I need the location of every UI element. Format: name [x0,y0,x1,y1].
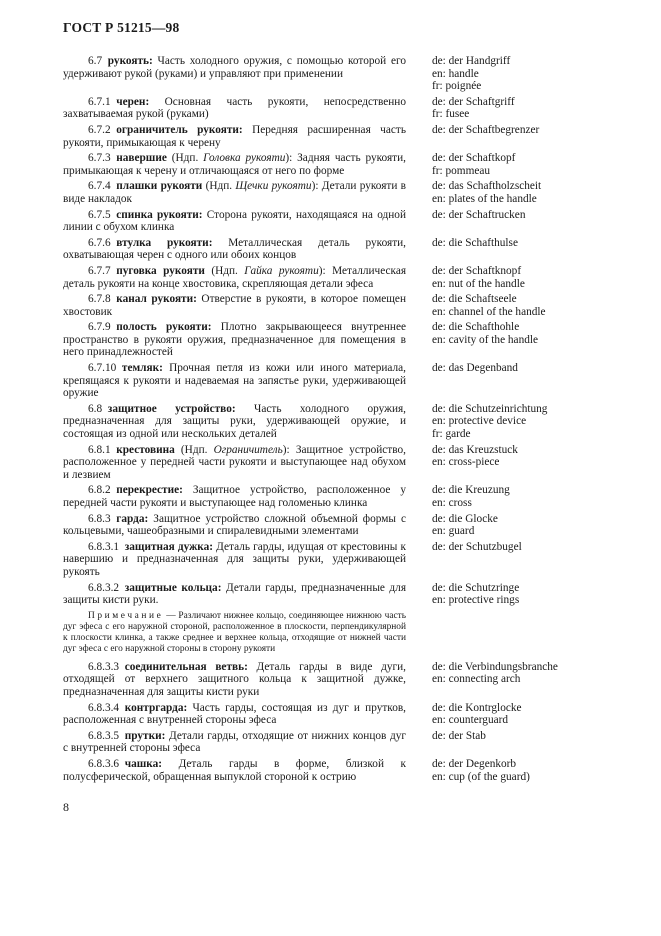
term-definition-text: Отверстие в рукояти, в которое помещен хвостовик [63,293,406,318]
translation: fr: garde [432,428,471,441]
translation: en: handle [432,67,479,80]
translation: de: der Degenkorb [432,757,517,770]
term-translations [432,661,632,699]
translation: en: counterguard [432,714,509,727]
translation: de: die Verbindungsbranche [432,660,558,673]
term-name: пуговка рукояти [116,264,205,277]
term-translations [432,96,632,121]
term-entry [0,293,661,318]
term-number: 6.8.3.4 [88,701,120,714]
translation: fr: poignée [432,80,482,93]
term-entry [0,403,661,441]
term-definition-text: Передняя расширенная часть рукояти, примыкающая к черену [63,123,406,149]
term-definition [63,661,406,699]
term-translations [432,293,632,318]
term-entry [0,702,661,727]
term-name: темляк: [121,362,163,375]
term-definition [63,444,406,482]
term-number: 6.7.1 [88,95,111,108]
translation: de: die Kreuzung [432,484,510,497]
translation: de: das Kreuzstuck [432,443,518,456]
term-name: крестовина [116,443,175,456]
term-entry [0,152,661,177]
term-definition-text: Сторона рукояти, находящаяся на одной линии с обухом клинка [63,208,407,234]
term-translations [432,513,632,538]
translation: de: der Handgriff [432,55,511,67]
term-definition-text: Металлическая деталь рукояти, охватывающая черен с одного или обоих концов [63,236,407,262]
term-translations [432,582,632,607]
term-translations [432,362,632,400]
term-definition-text: Металлическая деталь рукояти на конце хвостовика, скрепляющая детали эфеса [63,264,407,290]
translation: de: die Schutzringe [432,581,520,594]
term-entry [0,730,661,755]
term-definition [63,265,406,290]
term-definition-text: Деталь гарды в форме, близкой к полусферической, обращенная выпуклой стороной к острию [63,757,406,783]
term-number: 6.7.2 [88,123,111,136]
term-entry [0,209,661,234]
term-name: черен: [116,95,150,108]
term-deprecated-suffix: ): [285,152,293,165]
term-deprecated: Головка рукояти [203,152,286,165]
translation: de: die Glocke [432,512,498,525]
term-definition [63,293,406,318]
translation: en: cross [432,497,472,509]
term-definition [63,513,406,538]
term-entry [0,758,661,783]
term-definition-text: Задняя часть рукояти, примыкающая к черену и отличающаяся от него по форме [63,152,406,177]
translation: de: das Degenband [432,362,518,375]
term-definition [63,702,406,727]
term-translations [432,403,632,441]
term-definition-text: Деталь гарды в виде дуги, отходящей от верхнего защитного кольца к защитной дужке, предназначенная для защиты кисти руки [63,660,406,698]
translation: de: die Schaftseele [432,293,517,306]
term-entry [0,513,661,538]
term-number: 6.7.9 [88,321,111,334]
terms-list-part-1 [0,55,661,607]
term-name: чашка: [124,757,163,770]
term-definition [63,55,406,93]
term-name: канал рукояти: [116,293,197,306]
term-number: 6.8.3 [88,512,111,525]
translation: de: der Schaftbegrenzer [432,123,540,136]
translation: en: channel of the handle [432,305,546,318]
term-translations [432,55,632,93]
term-deprecated: Ограничитель [213,443,283,456]
translation: de: die Schafthohle [432,321,520,334]
term-definition-text: Часть холодного оружия, с помощью которой его удерживают рукой (руками) и управляют при применении [63,55,406,80]
term-number: 6.7 [88,55,103,67]
page-number: 8 [63,800,69,814]
term-number: 6.8.3.2 [88,581,120,594]
note-text: — Различают нижнее кольцо, соединяющее нижнюю часть дуг эфеса с его наружной стороной, расположенное в плоскости, перпендикулярной к плоскости клинка, а также среднее и верхнее кольца, отходящие от нижней части дуг эфеса с его наружной стороны в сторону рукояти [63,610,407,654]
term-translations [432,758,632,783]
term-translations [432,444,632,482]
term-definition [63,96,406,121]
term-definition-text: Часть холодного оружия, предназначенная для защиты руки, удерживающей оружие, и состоящая из одной или нескольких деталей [63,402,407,441]
term-name: гарда: [116,512,149,525]
term-definition-text: Прочная петля из кожи или иного материала, крепящаяся к рукояти и надеваемая на запястье руки, удерживающей оружие [63,362,407,400]
translation: de: der Schaftrucken [432,208,526,221]
term-deprecated-prefix: (Ндп. [211,264,245,277]
term-definition-text: Детали рукояти в виде накладок [63,180,406,205]
term-definition-text: Часть гарды, состоящая из дуг и прутков, расположенная с внутренней стороны эфеса [63,701,407,727]
term-deprecated: Щечки рукояти [235,180,312,193]
term-entry [0,661,661,699]
term-entry [0,362,661,400]
term-definition-text: Защитное устройство, расположенное у передней части рукояти и выступающее над обухом и лезвием [63,443,406,481]
term-definition [63,152,406,177]
term-number: 6.7.4 [88,180,111,193]
term-definition-text: Детали гарды, предназначенные для защиты кисти руки. [63,581,407,607]
translation: en: cross-piece [432,456,500,469]
term-name: ограничитель рукояти: [116,123,243,136]
term-deprecated-prefix: (Ндп. [171,152,204,165]
term-number: 6.7.6 [88,236,111,249]
term-deprecated: Гайка рукояти [244,264,319,277]
term-number: 6.8.3.6 [88,757,120,770]
term-definition-text: Основная часть рукояти, непосредственно захватываемая рукой (руками) [63,95,406,121]
term-definition [63,730,406,755]
term-entry [0,237,661,262]
term-number: 6.8.3.3 [88,660,120,673]
term-definition [63,209,406,234]
term-definition-text: Плотно закрывающееся внутреннее пространство в рукояти оружия, предназначенное для помещения в него принадлежностей [63,321,406,359]
term-name: рукоять: [107,55,153,67]
term-name: навершие [116,152,167,165]
term-definition-text: Деталь гарды, идущая от крестовины к навершию и предназначенная для защиты руки, удерживающей рукоять [63,540,406,578]
term-translations [432,237,632,262]
term-number: 6.7.5 [88,208,111,221]
term-entry [0,180,661,205]
term-number: 6.8.3.1 [88,540,120,553]
term-name: защитные кольца: [124,581,222,594]
translation: en: cup (of the guard) [432,770,530,783]
term-name: спинка рукояти: [116,208,203,221]
translation: en: protective device [432,415,527,428]
term-definition [63,321,406,359]
term-entry [0,96,661,121]
term-entry [0,124,661,149]
term-number: 6.7.10 [88,362,117,375]
term-name: защитное устройство: [107,402,236,415]
term-definition [63,582,406,607]
term-translations [432,702,632,727]
translation: en: nut of the handle [432,277,525,290]
translation: en: protective rings [432,594,520,607]
term-translations [432,484,632,509]
term-deprecated-suffix: ): [311,180,319,193]
note-block [63,611,406,655]
translation: fr: pommeau [432,164,491,177]
term-name: перекрестие: [116,484,183,497]
translation: de: der Stab [432,729,486,742]
term-definition-text: Защитное устройство сложной объемной формы с кольцевыми, чашеобразными и спиралевидными элементами [63,512,406,538]
term-number: 6.8.1 [88,443,111,456]
term-definition [63,237,406,262]
term-entry [0,321,661,359]
term-number: 6.7.8 [88,293,111,306]
term-entry [0,541,661,579]
term-name: втулка рукояти: [116,236,213,249]
terms-list [0,55,661,786]
translation: en: guard [432,525,475,538]
translation: en: connecting arch [432,673,521,686]
term-name: полость рукояти: [116,321,212,334]
term-name: прутки: [124,729,166,742]
translation: fr: fusee [432,108,470,121]
translation: de: die Schutzeinrichtung [432,402,548,415]
term-deprecated-suffix: ): [318,264,326,277]
translation: de: die Kontrglocke [432,701,522,714]
term-definition [63,403,406,441]
translation: de: der Schaftknopf [432,264,522,277]
translation: de: der Schutzbugel [432,540,522,553]
terms-list-part-2 [0,661,661,783]
term-translations [432,180,632,205]
term-translations [432,124,632,149]
term-deprecated-prefix: (Ндп. [205,180,236,193]
term-number: 6.8 [88,402,103,415]
term-deprecated-suffix: ): [282,443,290,456]
term-name: контргарда: [124,701,188,714]
term-name: соединительная ветвь: [124,660,248,673]
term-entry [0,265,661,290]
translation: de: das Schaftholzscheit [432,180,542,193]
translation: de: der Schaftkopf [432,152,516,165]
note-label: Примечание [88,610,164,621]
term-number: 6.7.3 [88,152,111,165]
term-definition [63,541,406,579]
translation: de: die Schafthulse [432,236,518,249]
translation: en: plates of the handle [432,192,537,205]
document-header: ГОСТ Р 51215—98 [63,20,180,35]
term-translations [432,730,632,755]
translation: en: cavity of the handle [432,333,539,346]
term-number: 6.8.3.5 [88,729,120,742]
term-entry [0,582,661,607]
term-definition [63,180,406,205]
term-number: 6.7.7 [88,264,111,277]
term-translations [432,152,632,177]
term-entry [0,55,661,93]
term-translations [432,321,632,359]
translation: de: der Schaftgriff [432,95,515,108]
term-definition [63,484,406,509]
term-entry [0,444,661,482]
term-translations [432,541,632,579]
term-translations [432,209,632,234]
term-definition [63,758,406,783]
term-entry [0,484,661,509]
term-translations [432,265,632,290]
term-definition-text: Детали гарды, отходящие от нижних концов дуг с внутренней стороны эфеса [63,729,407,755]
term-definition-text: Защитное устройство, расположенное у передней части рукояти и выступающее над голоменью клинка [63,484,406,509]
term-number: 6.8.2 [88,484,111,497]
term-deprecated-prefix: (Ндп. [180,443,214,456]
term-name: плашки рукояти [116,180,203,193]
term-definition [63,124,406,149]
term-definition [63,362,406,400]
term-name: защитная дужка: [124,540,214,553]
